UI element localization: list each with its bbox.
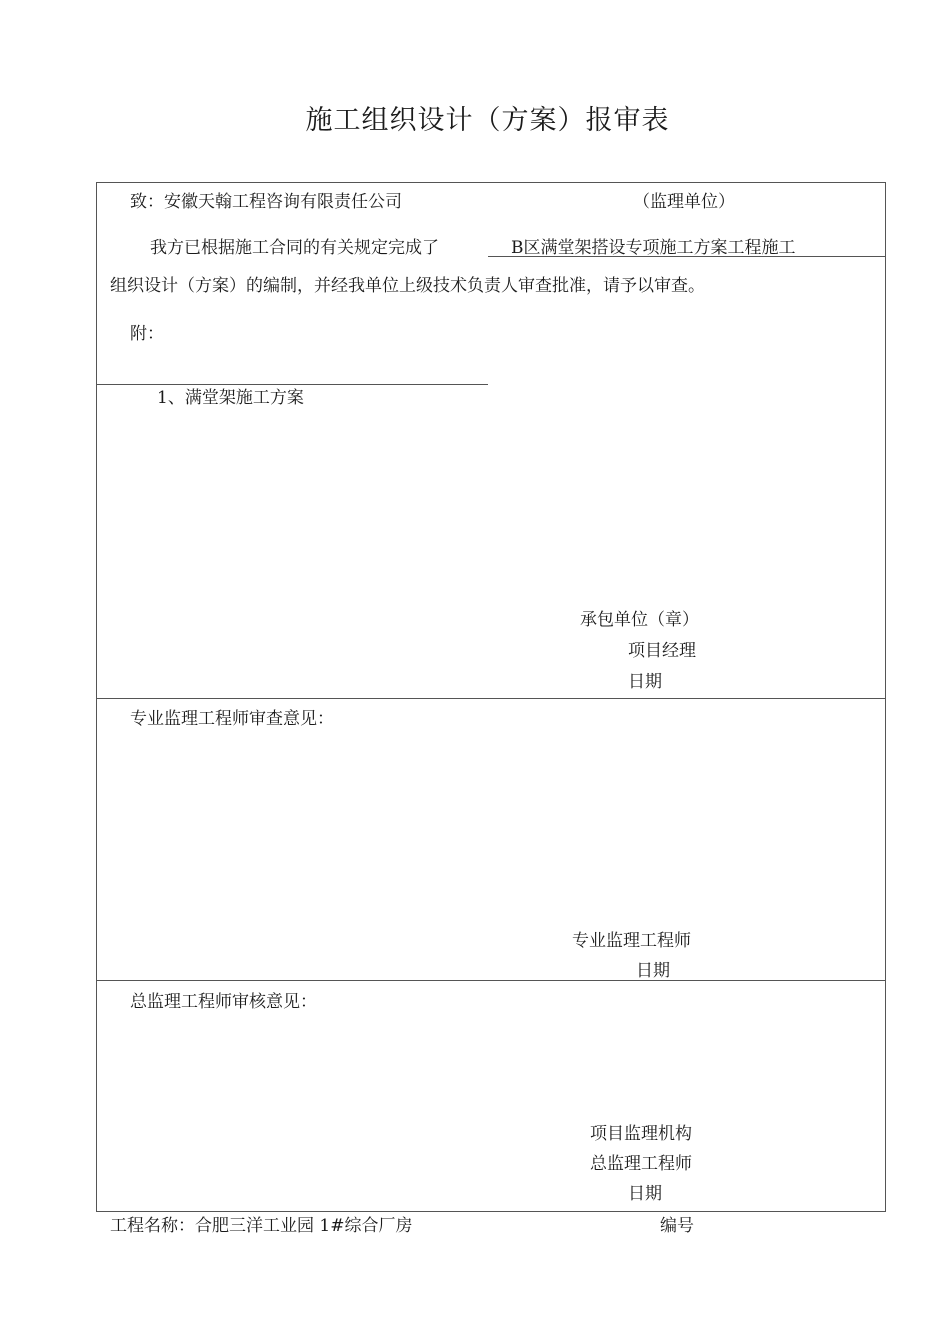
specialist-signer-label: 专业监理工程师 <box>572 931 691 951</box>
attachment-label: 附： <box>130 324 164 344</box>
contractor-unit-label: 承包单位（章） <box>580 610 699 630</box>
page-title: 施工组织设计（方案）报审表 <box>305 105 670 136</box>
form-table <box>96 182 886 1212</box>
document-number-label: 编号 <box>660 1216 694 1236</box>
body-line-1a: 我方已根据施工合同的有关规定完成了 <box>150 238 439 258</box>
project-manager-label: 项目经理 <box>628 641 696 661</box>
body-line-2: 组织设计（方案）的编制，并经我单位上级技术负责人审查批准，请予以审查。 <box>110 276 705 296</box>
project-name: 工程名称：合肥三洋工业园 1#综合厂房 <box>110 1216 413 1236</box>
body-line-1b: B区满堂架搭设专项施工方案工程施工 <box>511 238 796 258</box>
chief-opinion-label: 总监理工程师审核意见： <box>130 992 317 1012</box>
contractor-date-label: 日期 <box>628 672 662 692</box>
divider-specialist-section <box>96 980 886 981</box>
recipient-role: （监理单位） <box>633 192 735 212</box>
specialist-opinion-label: 专业监理工程师审查意见： <box>130 709 334 729</box>
divider-attachment <box>96 384 488 385</box>
divider-contractor-section <box>96 698 886 699</box>
supervision-org-label: 项目监理机构 <box>590 1124 692 1144</box>
specialist-date-label: 日期 <box>636 961 670 981</box>
attachment-item-1: 1、满堂架施工方案 <box>157 388 304 408</box>
chief-date-label: 日期 <box>628 1184 662 1204</box>
recipient-line: 致：安徽天翰工程咨询有限责任公司 <box>130 192 402 212</box>
chief-signer-label: 总监理工程师 <box>590 1154 692 1174</box>
